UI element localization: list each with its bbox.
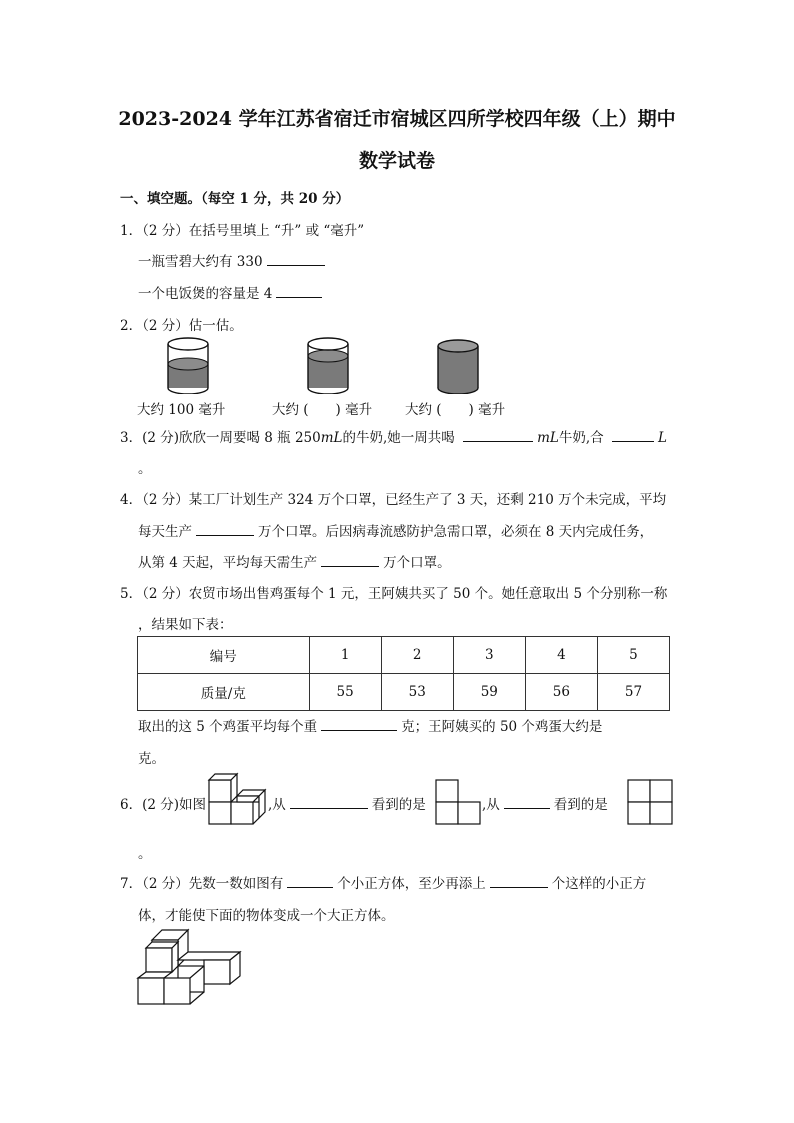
table-cell: 57 (597, 674, 669, 711)
table-row (138, 674, 670, 711)
beaker-1 (168, 338, 208, 394)
q3-unit-ml-2: mL (537, 430, 559, 446)
table-cell: 编号 (138, 637, 310, 674)
beakers-figure (160, 334, 520, 394)
q4-line3-a: 从第 4 天起，平均每天需生产 (138, 555, 318, 571)
q3-end: 。 (138, 461, 152, 477)
q6-cube-figure (206, 772, 268, 828)
beaker-2-caption: 大约 ( ) 毫升 (272, 402, 373, 418)
answer-blank[interactable] (276, 283, 322, 298)
exam-title-line2: 数学试卷 (358, 150, 435, 172)
q6-end: 。 (138, 846, 152, 862)
q6-d: ,从 (482, 797, 500, 813)
q7-line1 (120, 872, 646, 892)
beaker-3 (438, 340, 478, 394)
q4-line2-a: 每天生产 (138, 524, 192, 540)
q4-line2 (138, 520, 653, 540)
table-cell: 质量/克 (138, 674, 310, 711)
table-cell: 5 (597, 637, 669, 674)
q7-l1c: 个这样的小正方 (551, 876, 647, 892)
q5-after-c: 克。 (138, 751, 165, 767)
answer-blank[interactable] (267, 251, 325, 266)
table-cell: 56 (525, 674, 597, 711)
beaker-2 (308, 338, 348, 394)
q6-e: 看到的是 (553, 797, 608, 813)
q3-mid2: 牛奶,合 (558, 430, 604, 446)
q4-line3-b: 万个口罩。 (383, 555, 451, 571)
egg-mass-table (137, 636, 670, 711)
answer-blank[interactable] (196, 521, 254, 536)
q1-item-b-text: 一个电饭煲的容量是 4 (138, 286, 273, 302)
table-cell: 55 (309, 674, 381, 711)
exam-title-line1: 2023-2024 学年江苏省宿迁市宿城区四所学校四年级（上）期中 (118, 108, 676, 130)
q4-line2-b: 万个口罩。后因病毒流感防护急需口罩，必须在 8 天内完成任务， (258, 524, 654, 540)
q4-line1: 4．（2 分）某工厂计划生产 324 万个口罩，已经生产了 3 天，还剩 210 万个未完成，平均 (120, 492, 667, 508)
q5-after-b: 克；王阿姨买的 50 个鸡蛋大约是 (401, 719, 603, 735)
table-cell: 1 (309, 637, 381, 674)
q5-after-line (138, 715, 602, 735)
table-row (138, 637, 670, 674)
q7-line2: 体，才能使下面的物体变成一个大正方体。 (138, 908, 395, 924)
table-cell: 2 (381, 637, 453, 674)
q1-item-b (138, 282, 326, 302)
answer-blank[interactable] (504, 794, 550, 809)
answer-blank[interactable] (321, 552, 379, 567)
table-cell: 53 (381, 674, 453, 711)
q7-cube-figure (136, 928, 246, 1008)
q3-mid: 的牛奶,她一周共喝 (342, 430, 455, 446)
answer-blank[interactable] (287, 873, 333, 888)
q3-prefix: 3．(2 分)欣欣一周要喝 8 瓶 250 (120, 430, 321, 446)
q6-rest (268, 793, 426, 813)
q3-line (120, 426, 667, 446)
q6-view-1 (434, 778, 482, 826)
section-heading: 一、填空题。（每空 1 分，共 20 分） (120, 191, 350, 207)
q7-l1a: 7．（2 分）先数一数如图有 (120, 876, 284, 892)
q1-item-a (138, 250, 329, 270)
q5-line1: 5．（2 分）农贸市场出售鸡蛋每个 1 元，王阿姨共买了 50 个。她任意取出 5 个分别称一称 (120, 586, 668, 602)
q6-c: 看到的是 (371, 797, 426, 813)
q5-line2: ，结果如下表： (138, 617, 233, 633)
q6-view-2 (626, 778, 674, 826)
table-cell: 3 (453, 637, 525, 674)
q2-stem: 2．（2 分）估一估。 (120, 318, 243, 334)
q4-line3 (138, 551, 451, 571)
table-cell: 4 (525, 637, 597, 674)
table-cell: 59 (453, 674, 525, 711)
q3-unit-l: L (657, 430, 667, 446)
q1-item-a-text: 一瓶雪碧大约有 330 (138, 254, 263, 270)
answer-blank[interactable] (463, 427, 533, 442)
beaker-1-caption: 大约 100 毫升 (137, 402, 226, 418)
q6-b: ,从 (268, 797, 286, 813)
answer-blank[interactable] (321, 716, 397, 731)
q6-a: 6．(2 分)如图 (120, 797, 207, 813)
q1-stem: 1．（2 分）在括号里填上 “升” 或 “毫升” (120, 223, 365, 239)
answer-blank[interactable] (612, 427, 654, 442)
answer-blank[interactable] (490, 873, 548, 888)
q5-after-a: 取出的这 5 个鸡蛋平均每个重 (138, 719, 318, 735)
q6-rest-2 (482, 793, 608, 813)
beaker-3-caption: 大约 ( ) 毫升 (405, 402, 506, 418)
answer-blank[interactable] (290, 794, 368, 809)
q7-l1b: 个小正方体，至少再添上 (337, 876, 486, 892)
q3-unit-ml: mL (320, 430, 343, 446)
q6-line (120, 793, 206, 813)
